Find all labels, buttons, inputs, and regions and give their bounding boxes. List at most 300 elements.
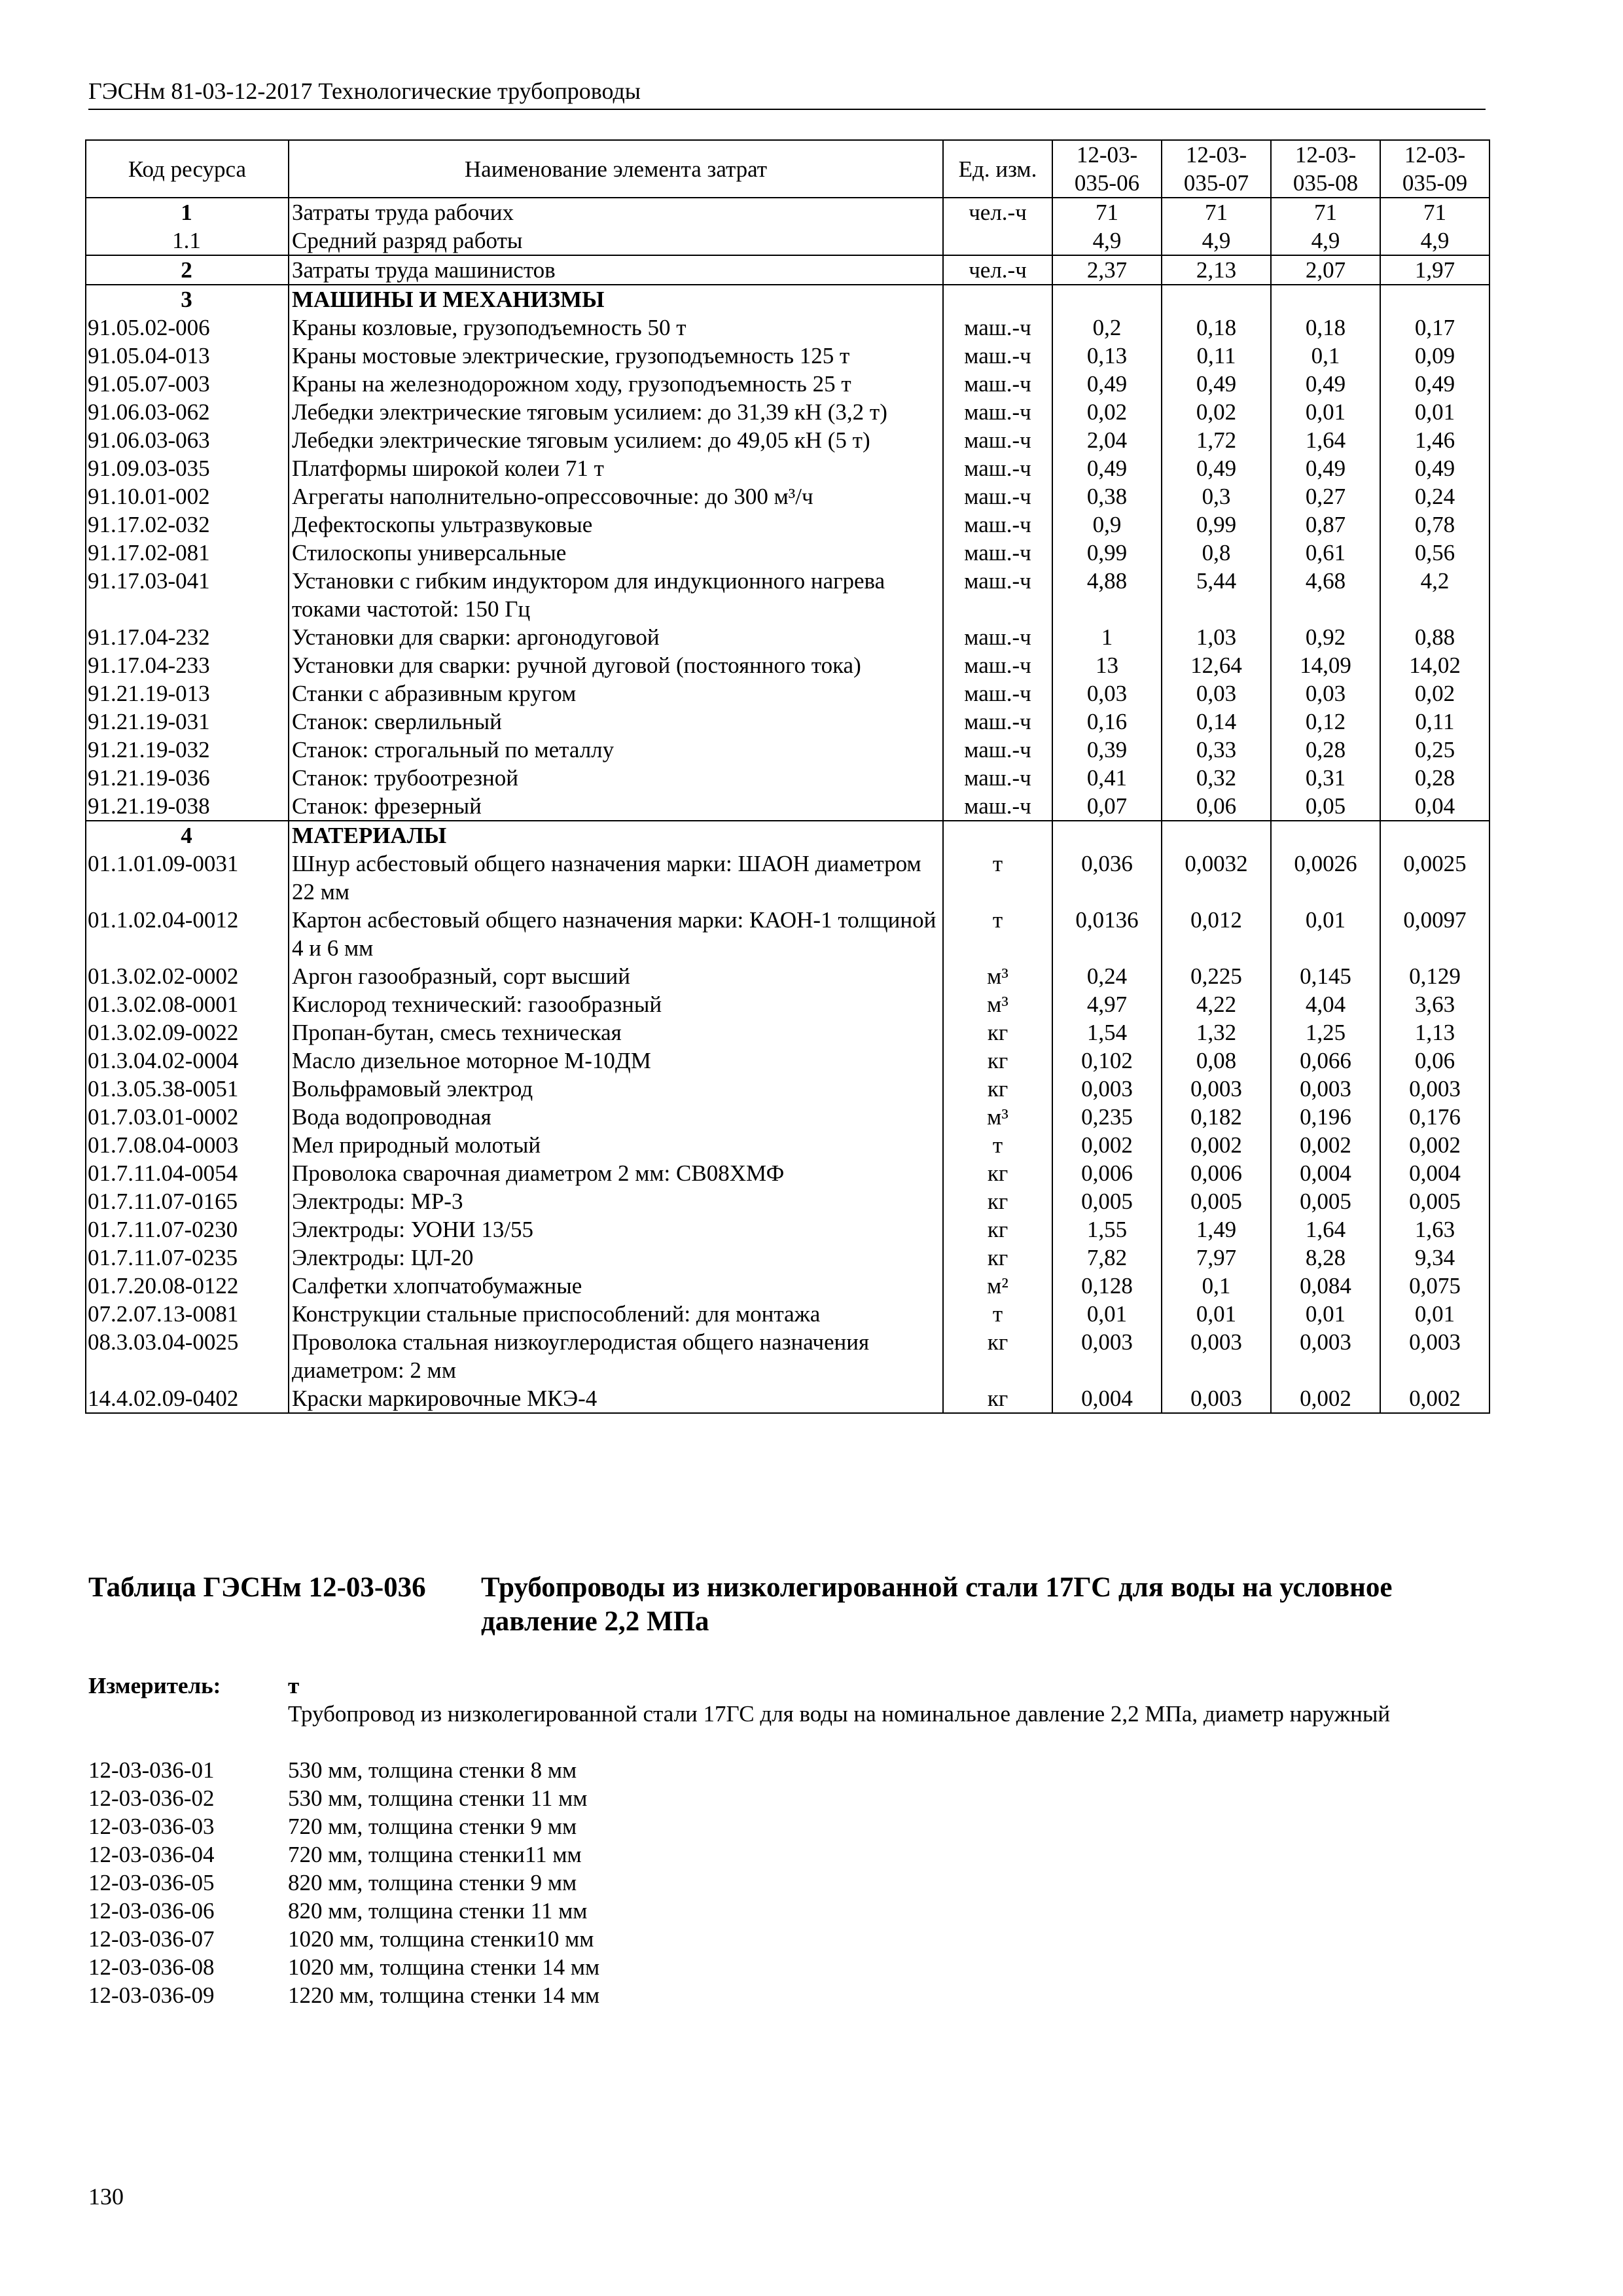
resource-value-col-3: 4,9 <box>1271 226 1380 255</box>
meter-item <box>88 1812 1486 1840</box>
resource-value-col-4: 0,129 <box>1380 962 1489 990</box>
resource-value-col-2 <box>1162 285 1271 314</box>
resource-unit: м³ <box>943 990 1052 1018</box>
table-row <box>86 426 1489 454</box>
resource-value-col-4 <box>1380 285 1489 314</box>
resource-name: Мел природный молотый <box>289 1131 943 1159</box>
resource-value-col-1: 71 <box>1052 198 1162 226</box>
resource-name: Краски маркировочные МКЭ-4 <box>289 1384 943 1413</box>
resource-code: 91.17.04-232 <box>86 623 289 651</box>
meter-item <box>88 1869 1486 1897</box>
resource-value-col-4: 0,01 <box>1380 1300 1489 1328</box>
resource-unit: маш.-ч <box>943 679 1052 708</box>
resource-code: 91.21.19-038 <box>86 792 289 821</box>
resource-value-col-4: 0,78 <box>1380 511 1489 539</box>
meter-item <box>88 1897 1486 1925</box>
resource-value-col-3: 0,084 <box>1271 1272 1380 1300</box>
resource-name: Лебедки электрические тяговым усилием: до 31,39 кН (3,2 т) <box>289 398 943 426</box>
resource-unit: маш.-ч <box>943 792 1052 821</box>
resource-value-col-1: 0,005 <box>1052 1187 1162 1215</box>
resource-unit: т <box>943 1131 1052 1159</box>
table-row <box>86 679 1489 708</box>
resource-unit: маш.-ч <box>943 651 1052 679</box>
table-row <box>86 764 1489 792</box>
resource-value-col-3: 8,28 <box>1271 1244 1380 1272</box>
table-row <box>86 198 1489 226</box>
resource-name: Электроды: МР-3 <box>289 1187 943 1215</box>
resource-value-col-3: 0,1 <box>1271 342 1380 370</box>
resource-value-col-1: 0,16 <box>1052 708 1162 736</box>
resource-code: 2 <box>86 255 289 285</box>
resource-value-col-3: 0,066 <box>1271 1047 1380 1075</box>
meter-label: Измеритель: <box>88 1673 221 1698</box>
resource-value-col-1: 0,006 <box>1052 1159 1162 1187</box>
resource-value-col-3: 0,145 <box>1271 962 1380 990</box>
resource-value-col-4: 0,002 <box>1380 1131 1489 1159</box>
resource-value-col-1: 0,49 <box>1052 454 1162 482</box>
resource-value-col-3: 1,64 <box>1271 1215 1380 1244</box>
resource-value-col-2: 4,9 <box>1162 226 1271 255</box>
resource-value-col-3: 14,09 <box>1271 651 1380 679</box>
resource-value-col-4: 0,002 <box>1380 1384 1489 1413</box>
resource-value-col-4: 71 <box>1380 198 1489 226</box>
resource-value-col-4: 0,004 <box>1380 1159 1489 1187</box>
header-col-3: 12-03-035-08 <box>1271 140 1380 198</box>
meter-row <box>88 1672 1486 1700</box>
resource-value-col-3: 0,28 <box>1271 736 1380 764</box>
table-row <box>86 1300 1489 1328</box>
resource-name: Агрегаты наполнительно-опрессовочные: до 300 м³/ч <box>289 482 943 511</box>
resource-value-col-1: 13 <box>1052 651 1162 679</box>
resource-unit <box>943 821 1052 850</box>
resource-value-col-1: 0,002 <box>1052 1131 1162 1159</box>
resource-code: 91.21.19-032 <box>86 736 289 764</box>
resource-name: Платформы широкой колеи 71 т <box>289 454 943 482</box>
resource-name: Электроды: ЦЛ-20 <box>289 1244 943 1272</box>
resource-value-col-1: 4,9 <box>1052 226 1162 255</box>
meter-item <box>88 1981 1486 2009</box>
resource-name: Конструкции стальные приспособлений: для монтажа <box>289 1300 943 1328</box>
resource-value-col-3: 0,12 <box>1271 708 1380 736</box>
resource-value-col-3: 0,002 <box>1271 1131 1380 1159</box>
resource-value-col-3 <box>1271 821 1380 850</box>
table-row <box>86 255 1489 285</box>
table-row <box>86 850 1489 906</box>
resource-code: 91.06.03-062 <box>86 398 289 426</box>
resource-value-col-4: 0,24 <box>1380 482 1489 511</box>
resource-unit: чел.-ч <box>943 198 1052 226</box>
resource-value-col-2: 12,64 <box>1162 651 1271 679</box>
resource-unit: м³ <box>943 1103 1052 1131</box>
resource-unit: маш.-ч <box>943 454 1052 482</box>
resource-value-col-2: 0,002 <box>1162 1131 1271 1159</box>
resource-value-col-3: 0,61 <box>1271 539 1380 567</box>
meter-item-text: 1220 мм, толщина стенки 14 мм <box>288 1982 600 2008</box>
resource-value-col-1: 0,003 <box>1052 1328 1162 1384</box>
resource-name: Кислород технический: газообразный <box>289 990 943 1018</box>
resource-name: Вольфрамовый электрод <box>289 1075 943 1103</box>
resource-value-col-2: 0,99 <box>1162 511 1271 539</box>
resource-value-col-1: 0,0136 <box>1052 906 1162 962</box>
resource-code: 01.7.08.04-0003 <box>86 1131 289 1159</box>
resource-value-col-2: 71 <box>1162 198 1271 226</box>
table-body <box>86 198 1489 1413</box>
resource-code: 3 <box>86 285 289 314</box>
table-row <box>86 736 1489 764</box>
resource-code: 91.05.02-006 <box>86 314 289 342</box>
resource-value-col-4: 0,25 <box>1380 736 1489 764</box>
resource-code: 01.3.04.02-0004 <box>86 1047 289 1075</box>
meter-item <box>88 1840 1486 1869</box>
resource-value-col-2: 0,03 <box>1162 679 1271 708</box>
resource-unit: кг <box>943 1187 1052 1215</box>
resource-unit: маш.-ч <box>943 314 1052 342</box>
resource-unit: маш.-ч <box>943 567 1052 623</box>
resource-value-col-4: 1,13 <box>1380 1018 1489 1047</box>
resource-name: Картон асбестовый общего назначения марки: КАОН-1 толщиной 4 и 6 мм <box>289 906 943 962</box>
resource-value-col-4: 0,49 <box>1380 454 1489 482</box>
resource-value-col-1: 0,38 <box>1052 482 1162 511</box>
meter-item-text: 720 мм, толщина стенки 9 мм <box>288 1814 577 1839</box>
resource-value-col-2: 0,3 <box>1162 482 1271 511</box>
resource-value-col-3: 0,31 <box>1271 764 1380 792</box>
meter-description: Трубопровод из низколегированной стали 17ГС для воды на номинальное давление 2,2 МПа, диаметр наружный <box>288 1701 1391 1727</box>
table-row <box>86 708 1489 736</box>
resource-value-col-1: 0,2 <box>1052 314 1162 342</box>
resource-code: 91.05.04-013 <box>86 342 289 370</box>
table-row <box>86 1131 1489 1159</box>
resource-value-col-1: 1,55 <box>1052 1215 1162 1244</box>
resource-value-col-1 <box>1052 285 1162 314</box>
resource-value-col-2: 1,49 <box>1162 1215 1271 1244</box>
resource-value-col-1: 0,102 <box>1052 1047 1162 1075</box>
header-col-4: 12-03-035-09 <box>1380 140 1489 198</box>
table-row <box>86 1047 1489 1075</box>
resource-value-col-3: 0,196 <box>1271 1103 1380 1131</box>
table-row <box>86 1159 1489 1187</box>
resource-name: Станок: фрезерный <box>289 792 943 821</box>
resource-unit: маш.-ч <box>943 370 1052 398</box>
table-row <box>86 906 1489 962</box>
resource-code: 01.3.02.02-0002 <box>86 962 289 990</box>
resource-unit: маш.-ч <box>943 398 1052 426</box>
resource-value-col-2: 0,1 <box>1162 1272 1271 1300</box>
resource-unit: т <box>943 850 1052 906</box>
resource-value-col-3: 0,49 <box>1271 370 1380 398</box>
resource-value-col-3: 0,005 <box>1271 1187 1380 1215</box>
resource-value-col-3 <box>1271 285 1380 314</box>
resource-value-col-4: 0,003 <box>1380 1328 1489 1384</box>
resource-value-col-3: 0,87 <box>1271 511 1380 539</box>
table-row <box>86 821 1489 850</box>
resource-code: 1 <box>86 198 289 226</box>
table-row <box>86 1075 1489 1103</box>
resource-code: 01.7.11.07-0230 <box>86 1215 289 1244</box>
meter-block <box>88 1672 1486 2009</box>
resource-value-col-3: 0,05 <box>1271 792 1380 821</box>
meter-item-text: 820 мм, толщина стенки 11 мм <box>288 1898 588 1924</box>
resource-code: 14.4.02.09-0402 <box>86 1384 289 1413</box>
resource-code: 91.06.03-063 <box>86 426 289 454</box>
resource-value-col-1: 0,128 <box>1052 1272 1162 1300</box>
header-name: Наименование элемента затрат <box>289 140 943 198</box>
resource-value-col-3: 2,07 <box>1271 255 1380 285</box>
resource-value-col-3: 0,01 <box>1271 906 1380 962</box>
resource-value-col-1: 0,13 <box>1052 342 1162 370</box>
table-row <box>86 1384 1489 1413</box>
resource-value-col-2: 0,8 <box>1162 539 1271 567</box>
resource-value-col-2: 5,44 <box>1162 567 1271 623</box>
table-row <box>86 792 1489 821</box>
resource-name: Вода водопроводная <box>289 1103 943 1131</box>
table-row <box>86 370 1489 398</box>
resource-unit: чел.-ч <box>943 255 1052 285</box>
resource-value-col-1: 0,235 <box>1052 1103 1162 1131</box>
resource-value-col-2: 0,08 <box>1162 1047 1271 1075</box>
resource-value-col-4: 0,28 <box>1380 764 1489 792</box>
resource-code: 07.2.07.13-0081 <box>86 1300 289 1328</box>
resource-name: Салфетки хлопчатобумажные <box>289 1272 943 1300</box>
resource-name: Шнур асбестовый общего назначения марки: ШАОН диаметром 22 мм <box>289 850 943 906</box>
resource-name: Аргон газообразный, сорт высший <box>289 962 943 990</box>
resource-value-col-4: 0,09 <box>1380 342 1489 370</box>
table-row <box>86 990 1489 1018</box>
resource-value-col-1: 0,99 <box>1052 539 1162 567</box>
resource-value-col-2: 0,0032 <box>1162 850 1271 906</box>
resource-value-col-2: 1,03 <box>1162 623 1271 651</box>
resource-value-col-2: 0,005 <box>1162 1187 1271 1215</box>
table-row <box>86 342 1489 370</box>
resource-value-col-4: 4,9 <box>1380 226 1489 255</box>
resource-name: Станки с абразивным кругом <box>289 679 943 708</box>
meter-description-row <box>88 1700 1486 1756</box>
resource-code: 01.7.11.04-0054 <box>86 1159 289 1187</box>
resource-name: Затраты труда рабочих <box>289 198 943 226</box>
resource-value-col-3: 0,003 <box>1271 1075 1380 1103</box>
resource-unit: м³ <box>943 962 1052 990</box>
resource-value-col-2: 0,01 <box>1162 1300 1271 1328</box>
resource-code: 08.3.03.04-0025 <box>86 1328 289 1384</box>
table-row <box>86 314 1489 342</box>
resource-value-col-4: 0,003 <box>1380 1075 1489 1103</box>
meter-item <box>88 1784 1486 1812</box>
meter-item-text: 1020 мм, толщина стенки10 мм <box>288 1926 594 1952</box>
meter-item-code: 12-03-036-08 <box>88 1954 215 1980</box>
resource-value-col-4: 0,0025 <box>1380 850 1489 906</box>
resource-value-col-3: 0,03 <box>1271 679 1380 708</box>
resource-table <box>85 139 1490 1414</box>
meter-item-code: 12-03-036-06 <box>88 1898 215 1924</box>
table-row <box>86 454 1489 482</box>
resource-value-col-1: 4,88 <box>1052 567 1162 623</box>
resource-name: Проволока сварочная диаметром 2 мм: СВ08ХМФ <box>289 1159 943 1187</box>
meter-item-code: 12-03-036-03 <box>88 1814 215 1839</box>
resource-value-col-2: 0,225 <box>1162 962 1271 990</box>
resource-value-col-3: 71 <box>1271 198 1380 226</box>
resource-name: Установки для сварки: аргонодуговой <box>289 623 943 651</box>
table-row <box>86 1187 1489 1215</box>
resource-value-col-2: 0,14 <box>1162 708 1271 736</box>
table-row <box>86 398 1489 426</box>
resource-value-col-1: 2,04 <box>1052 426 1162 454</box>
resource-value-col-3: 0,002 <box>1271 1384 1380 1413</box>
page-header-title: ГЭСНм 81-03-12-2017 Технологические трубопроводы <box>88 78 641 104</box>
resource-code: 01.1.01.09-0031 <box>86 850 289 906</box>
resource-code: 01.7.20.08-0122 <box>86 1272 289 1300</box>
resource-code: 91.10.01-002 <box>86 482 289 511</box>
header-col-2: 12-03-035-07 <box>1162 140 1271 198</box>
resource-value-col-4: 0,176 <box>1380 1103 1489 1131</box>
resource-name: Станок: трубоотрезной <box>289 764 943 792</box>
resource-value-col-3: 4,04 <box>1271 990 1380 1018</box>
resource-value-col-4: 4,2 <box>1380 567 1489 623</box>
resource-value-col-1: 0,9 <box>1052 511 1162 539</box>
resource-value-col-3: 0,49 <box>1271 454 1380 482</box>
resource-unit: кг <box>943 1047 1052 1075</box>
resource-value-col-2: 7,97 <box>1162 1244 1271 1272</box>
resource-code: 91.21.19-013 <box>86 679 289 708</box>
table-row <box>86 651 1489 679</box>
resource-name: Масло дизельное моторное М-10ДМ <box>289 1047 943 1075</box>
resource-value-col-4: 0,0097 <box>1380 906 1489 962</box>
resource-value-col-3: 0,92 <box>1271 623 1380 651</box>
resource-value-col-3: 0,003 <box>1271 1328 1380 1384</box>
meter-item <box>88 1756 1486 1784</box>
meter-item-text: 1020 мм, толщина стенки 14 мм <box>288 1954 600 1980</box>
resource-value-col-3: 0,01 <box>1271 398 1380 426</box>
resource-value-col-1: 0,01 <box>1052 1300 1162 1328</box>
meter-unit: т <box>288 1673 300 1698</box>
resource-value-col-4: 0,17 <box>1380 314 1489 342</box>
resource-code: 91.17.04-233 <box>86 651 289 679</box>
meter-item-code: 12-03-036-09 <box>88 1982 215 2008</box>
table-row <box>86 567 1489 623</box>
table-row <box>86 1244 1489 1272</box>
resource-value-col-1: 0,07 <box>1052 792 1162 821</box>
meter-item-text: 530 мм, толщина стенки 8 мм <box>288 1757 577 1783</box>
resource-value-col-1: 1,54 <box>1052 1018 1162 1047</box>
resource-name: Дефектоскопы ультразвуковые <box>289 511 943 539</box>
resource-unit: кг <box>943 1328 1052 1384</box>
resource-code: 91.09.03-035 <box>86 454 289 482</box>
resource-value-col-4: 14,02 <box>1380 651 1489 679</box>
resource-name: Установки с гибким индуктором для индукционного нагрева токами частотой: 150 Гц <box>289 567 943 623</box>
resource-value-col-3: 0,01 <box>1271 1300 1380 1328</box>
resource-unit: маш.-ч <box>943 482 1052 511</box>
resource-value-col-2: 4,22 <box>1162 990 1271 1018</box>
resource-unit: кг <box>943 1244 1052 1272</box>
header-col-1: 12-03-035-06 <box>1052 140 1162 198</box>
resource-value-col-4: 0,88 <box>1380 623 1489 651</box>
meter-items <box>88 1756 1486 2009</box>
resource-unit: маш.-ч <box>943 539 1052 567</box>
resource-code: 01.7.11.07-0235 <box>86 1244 289 1272</box>
resource-value-col-1: 0,004 <box>1052 1384 1162 1413</box>
header-code: Код ресурса <box>86 140 289 198</box>
resource-code: 01.1.02.04-0012 <box>86 906 289 962</box>
resource-unit: кг <box>943 1159 1052 1187</box>
resource-value-col-4: 0,04 <box>1380 792 1489 821</box>
resource-value-col-4: 3,63 <box>1380 990 1489 1018</box>
meter-item-code: 12-03-036-01 <box>88 1757 215 1783</box>
resource-value-col-2: 0,18 <box>1162 314 1271 342</box>
meter-item-code: 12-03-036-05 <box>88 1870 215 1895</box>
resource-value-col-1: 0,036 <box>1052 850 1162 906</box>
resource-value-col-2: 0,49 <box>1162 370 1271 398</box>
meter-item-code: 12-03-036-07 <box>88 1926 215 1952</box>
resource-value-col-2: 1,72 <box>1162 426 1271 454</box>
resource-value-col-1: 0,003 <box>1052 1075 1162 1103</box>
resource-name: Краны на железнодорожном ходу, грузоподъемность 25 т <box>289 370 943 398</box>
resource-unit: кг <box>943 1215 1052 1244</box>
resource-unit: м² <box>943 1272 1052 1300</box>
resource-unit: т <box>943 906 1052 962</box>
table-row <box>86 539 1489 567</box>
resource-name: Станок: строгальный по металлу <box>289 736 943 764</box>
resource-value-col-4: 0,49 <box>1380 370 1489 398</box>
resource-value-col-4: 0,56 <box>1380 539 1489 567</box>
resource-value-col-2: 1,32 <box>1162 1018 1271 1047</box>
resource-code: 91.17.02-032 <box>86 511 289 539</box>
resource-value-col-4 <box>1380 821 1489 850</box>
table-row <box>86 623 1489 651</box>
resource-name: Пропан-бутан, смесь техническая <box>289 1018 943 1047</box>
table-row <box>86 1215 1489 1244</box>
resource-value-col-1: 0,49 <box>1052 370 1162 398</box>
resource-value-col-1: 1 <box>1052 623 1162 651</box>
resource-unit: маш.-ч <box>943 708 1052 736</box>
resource-value-col-4: 0,01 <box>1380 398 1489 426</box>
resource-code: 91.17.02-081 <box>86 539 289 567</box>
resource-unit: маш.-ч <box>943 764 1052 792</box>
resource-value-col-2: 0,003 <box>1162 1075 1271 1103</box>
resource-value-col-1: 0,02 <box>1052 398 1162 426</box>
resource-value-col-3: 4,68 <box>1271 567 1380 623</box>
resource-code: 01.3.05.38-0051 <box>86 1075 289 1103</box>
table-row <box>86 226 1489 255</box>
resource-value-col-2: 0,33 <box>1162 736 1271 764</box>
resource-value-col-2: 2,13 <box>1162 255 1271 285</box>
meter-item-code: 12-03-036-04 <box>88 1842 215 1867</box>
resource-unit: кг <box>943 1075 1052 1103</box>
resource-value-col-1: 4,97 <box>1052 990 1162 1018</box>
resource-name: Установки для сварки: ручной дуговой (постоянного тока) <box>289 651 943 679</box>
resource-name: Электроды: УОНИ 13/55 <box>289 1215 943 1244</box>
resource-name: Стилоскопы универсальные <box>289 539 943 567</box>
resource-value-col-4: 0,11 <box>1380 708 1489 736</box>
header-rule <box>88 109 1486 110</box>
table-row <box>86 1018 1489 1047</box>
page-number: 130 <box>88 2183 124 2210</box>
resource-name: МАШИНЫ И МЕХАНИЗМЫ <box>289 285 943 314</box>
resource-value-col-2: 0,003 <box>1162 1328 1271 1384</box>
table-row <box>86 511 1489 539</box>
resource-unit: т <box>943 1300 1052 1328</box>
resource-unit: кг <box>943 1384 1052 1413</box>
meter-item <box>88 1925 1486 1953</box>
resource-value-col-4: 1,97 <box>1380 255 1489 285</box>
header-unit: Ед. изм. <box>943 140 1052 198</box>
resource-unit <box>943 226 1052 255</box>
table-heading-label: Таблица ГЭСНм 12-03-036 <box>88 1572 426 1603</box>
meter-item <box>88 1953 1486 1981</box>
resource-name: МАТЕРИАЛЫ <box>289 821 943 850</box>
resource-code: 91.17.03-041 <box>86 567 289 623</box>
resource-value-col-2: 0,02 <box>1162 398 1271 426</box>
resource-value-col-3: 0,004 <box>1271 1159 1380 1187</box>
resource-value-col-1: 0,24 <box>1052 962 1162 990</box>
table-row <box>86 285 1489 314</box>
